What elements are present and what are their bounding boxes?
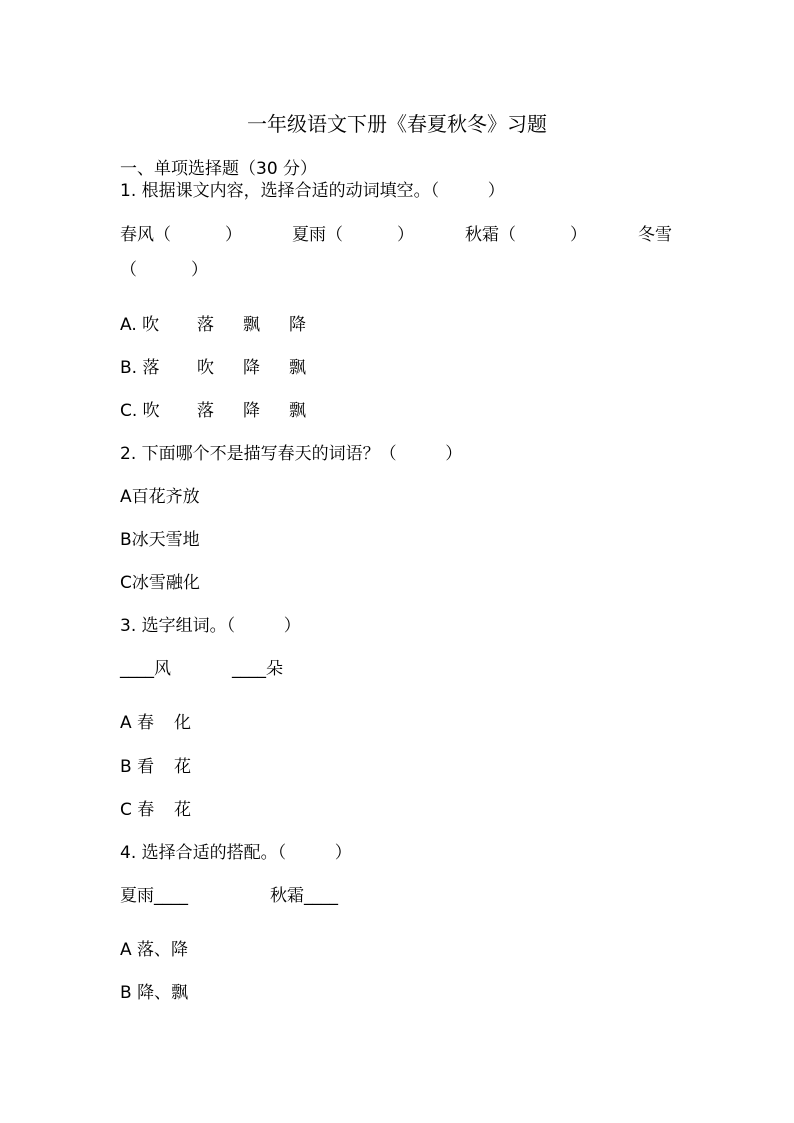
option-word: 落 bbox=[197, 315, 214, 335]
worksheet-title: 一年级语文下册《春夏秋冬》习题 bbox=[247, 112, 547, 136]
question-3-option-c bbox=[120, 799, 680, 821]
option-label: A 春 bbox=[120, 713, 155, 733]
option-label: B. 落 bbox=[120, 358, 160, 378]
option-word: 化 bbox=[174, 713, 191, 733]
blank-autumn-frost: 秋霜（ ） bbox=[465, 225, 588, 245]
question-3-option-a bbox=[120, 712, 680, 734]
question-4-stem: 4. 选择合适的搭配。（ ） bbox=[120, 843, 352, 863]
option-word: 降 bbox=[243, 401, 260, 421]
option-word: 花 bbox=[174, 800, 191, 820]
blank-autumn-frost: 秋霜____ bbox=[270, 886, 338, 906]
question-3-option-b bbox=[120, 756, 680, 778]
blank-wind: ____风 bbox=[120, 659, 171, 679]
question-2-stem: 2. 下面哪个不是描写春天的词语？（ ） bbox=[120, 444, 463, 464]
blank-summer-rain: 夏雨____ bbox=[120, 886, 188, 906]
question-4-option-a: A 落、降 bbox=[120, 940, 189, 960]
option-label: C 春 bbox=[120, 800, 155, 820]
question-3-blanks bbox=[120, 658, 680, 680]
question-1-stem: 1. 根据课文内容，选择合适的动词填空。（ ） bbox=[120, 181, 505, 201]
question-1-option-c bbox=[120, 400, 680, 422]
question-1-option-a bbox=[120, 314, 680, 336]
option-label: B 看 bbox=[120, 757, 155, 777]
blank-winter-snow-paren: （ ） bbox=[120, 260, 209, 280]
blank-winter-snow: 冬雪 bbox=[638, 225, 672, 245]
question-1-option-b bbox=[120, 357, 680, 379]
question-3-stem: 3. 选字组词。（ ） bbox=[120, 616, 301, 636]
question-2-option-c: C冰雪融化 bbox=[120, 573, 200, 593]
option-word: 吹 bbox=[197, 358, 214, 378]
option-word: 降 bbox=[243, 358, 260, 378]
question-4-option-b: B 降、飘 bbox=[120, 983, 189, 1003]
option-word: 落 bbox=[197, 401, 214, 421]
question-2-option-a: A百花齐放 bbox=[120, 487, 200, 507]
option-label: A. 吹 bbox=[120, 315, 160, 335]
option-label: C. 吹 bbox=[120, 401, 160, 421]
option-word: 降 bbox=[289, 315, 306, 335]
question-2-option-b: B冰天雪地 bbox=[120, 530, 200, 550]
option-word: 花 bbox=[174, 757, 191, 777]
blank-flower: ____朵 bbox=[232, 659, 283, 679]
option-word: 飘 bbox=[289, 358, 306, 378]
section-heading: 一、单项选择题（30 分） bbox=[120, 159, 318, 179]
blank-summer-rain: 夏雨（ ） bbox=[292, 225, 415, 245]
option-word: 飘 bbox=[289, 401, 306, 421]
blank-spring-wind: 春风（ ） bbox=[120, 225, 243, 245]
option-word: 飘 bbox=[243, 315, 260, 335]
question-1-blanks bbox=[120, 224, 680, 246]
question-4-blanks bbox=[120, 885, 680, 907]
